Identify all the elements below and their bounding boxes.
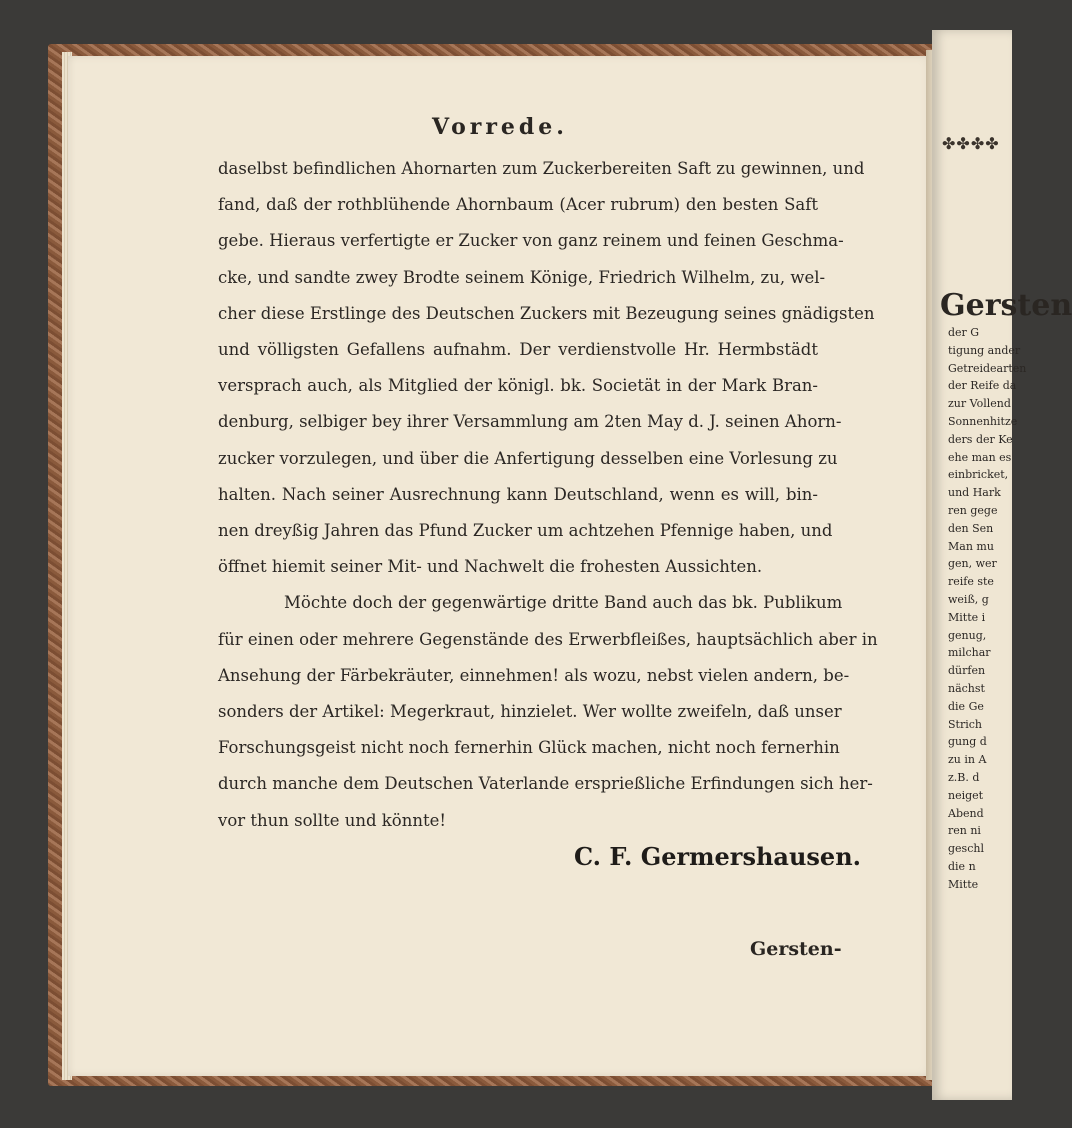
text-line: Ansehung der Färbekräuter, einnehmen! als wozu, nebst vielen andern, be- <box>218 665 850 685</box>
text-line: für einen oder mehrere Gegenstände des Erwerbfleißes, hauptsächlich aber in <box>218 629 878 649</box>
right-page-line: gen, wer <box>948 557 997 571</box>
text-line: halten. Nach seiner Ausrechnung kann Deutschland, wenn es will, bin- <box>218 484 818 504</box>
right-page-line: neiget <box>948 788 984 802</box>
right-page-line: den Sen <box>948 521 994 535</box>
text-line: denburg, selbiger bey ihrer Versammlung am 2ten May d. J. seinen Ahorn- <box>218 412 842 432</box>
right-page-line: gung d <box>948 735 987 749</box>
right-page-line: zur Vollend <box>948 397 1011 411</box>
right-page-line: Mitte i <box>948 610 986 624</box>
catchword: Gersten- <box>750 938 842 960</box>
text-line: durch manche dem Deutschen Vaterlande ersprießliche Erfindungen sich her- <box>218 774 873 794</box>
author-signature: C. F. Germershausen. <box>574 842 861 871</box>
text-line: versprach auch, als Mitglied der königl. bk. Societät in der Mark Bran- <box>218 376 818 396</box>
right-page-line: Abend <box>948 806 984 820</box>
text-line: cher diese Erstlinge des Deutschen Zuckers mit Bezeugung seines gnädigsten <box>218 303 875 323</box>
right-page-line: dürfen <box>948 664 986 678</box>
right-page-line: ren ni <box>948 824 981 838</box>
right-page-title: Gersten <box>940 288 1072 323</box>
right-page-line: weiß, g <box>948 592 989 606</box>
right-page-line: Strich <box>948 717 982 731</box>
right-page-line: zu in A <box>948 753 987 767</box>
text-line: öffnet hiemit seiner Mit- und Nachwelt die frohesten Aussichten. <box>218 557 763 577</box>
right-page-line: genug, <box>948 628 987 642</box>
right-page-line: z.B. d <box>948 770 980 784</box>
text-line: sonders der Artikel: Megerkraut, hinzielet. Wer wollte zweifeln, daß unser <box>218 702 842 722</box>
text-line: Möchte doch der gegenwärtige dritte Band auch das bk. Publikum <box>284 593 843 613</box>
right-page-line: milchar <box>948 646 991 660</box>
body-text <box>218 151 878 839</box>
text-line: und völligsten Gefallens aufnahm. Der verdienstvolle Hr. Hermbstädt <box>218 340 818 360</box>
right-page-line: die n <box>948 859 976 873</box>
text-line: fand, daß der rothblühende Ahornbaum (Acer rubrum) den besten Saft <box>218 195 818 215</box>
right-page-line: tigung ander <box>948 343 1021 357</box>
text-line: nen dreyßig Jahren das Pfund Zucker um achtzehen Pfennige haben, und <box>218 521 833 541</box>
right-page-line: Sonnenhitze <box>948 414 1018 428</box>
right-page-line: nächst <box>948 681 985 695</box>
ornament-row: ✤✤✤✤ <box>942 134 1000 153</box>
right-page-line: Getreidearten <box>948 361 1027 375</box>
right-page-line: und Hark <box>948 486 1001 500</box>
right-page-line: einbricket, <box>948 468 1009 482</box>
right-page-line: der G <box>948 326 980 339</box>
text-line: vor thun sollte und könnte! <box>218 810 447 830</box>
right-page-line: Man mu <box>948 539 994 553</box>
page-heading: Vorrede. <box>432 114 568 140</box>
text-line: gebe. Hieraus verfertigte er Zucker von ganz reinem und feinen Geschma- <box>218 231 844 251</box>
right-page-line: ehe man es <box>948 450 1012 464</box>
right-page-line: die Ge <box>948 699 984 713</box>
text-line: daselbst befindlichen Ahornarten zum Zuckerbereiten Saft zu gewinnen, und <box>218 159 865 178</box>
right-page-line: ren gege <box>948 503 998 517</box>
right-page-line: ders der Ke <box>948 432 1013 446</box>
right-page-line: reife ste <box>948 575 994 589</box>
right-page-line: Mitte <box>948 877 979 891</box>
text-line: Forschungsgeist nicht noch fernerhin Glück machen, nicht noch fernerhin <box>218 738 840 758</box>
right-page-line: geschl <box>948 842 984 856</box>
text-line: cke, und sandte zwey Brodte seinem Könige, Friedrich Wilhelm, zu, wel- <box>218 267 826 287</box>
right-page-text <box>948 324 1027 894</box>
text-line: zucker vorzulegen, und über die Anfertigung desselben eine Vorlesung zu <box>218 448 838 468</box>
right-page <box>932 30 1072 1100</box>
right-page-line: der Reife da <box>948 379 1017 393</box>
